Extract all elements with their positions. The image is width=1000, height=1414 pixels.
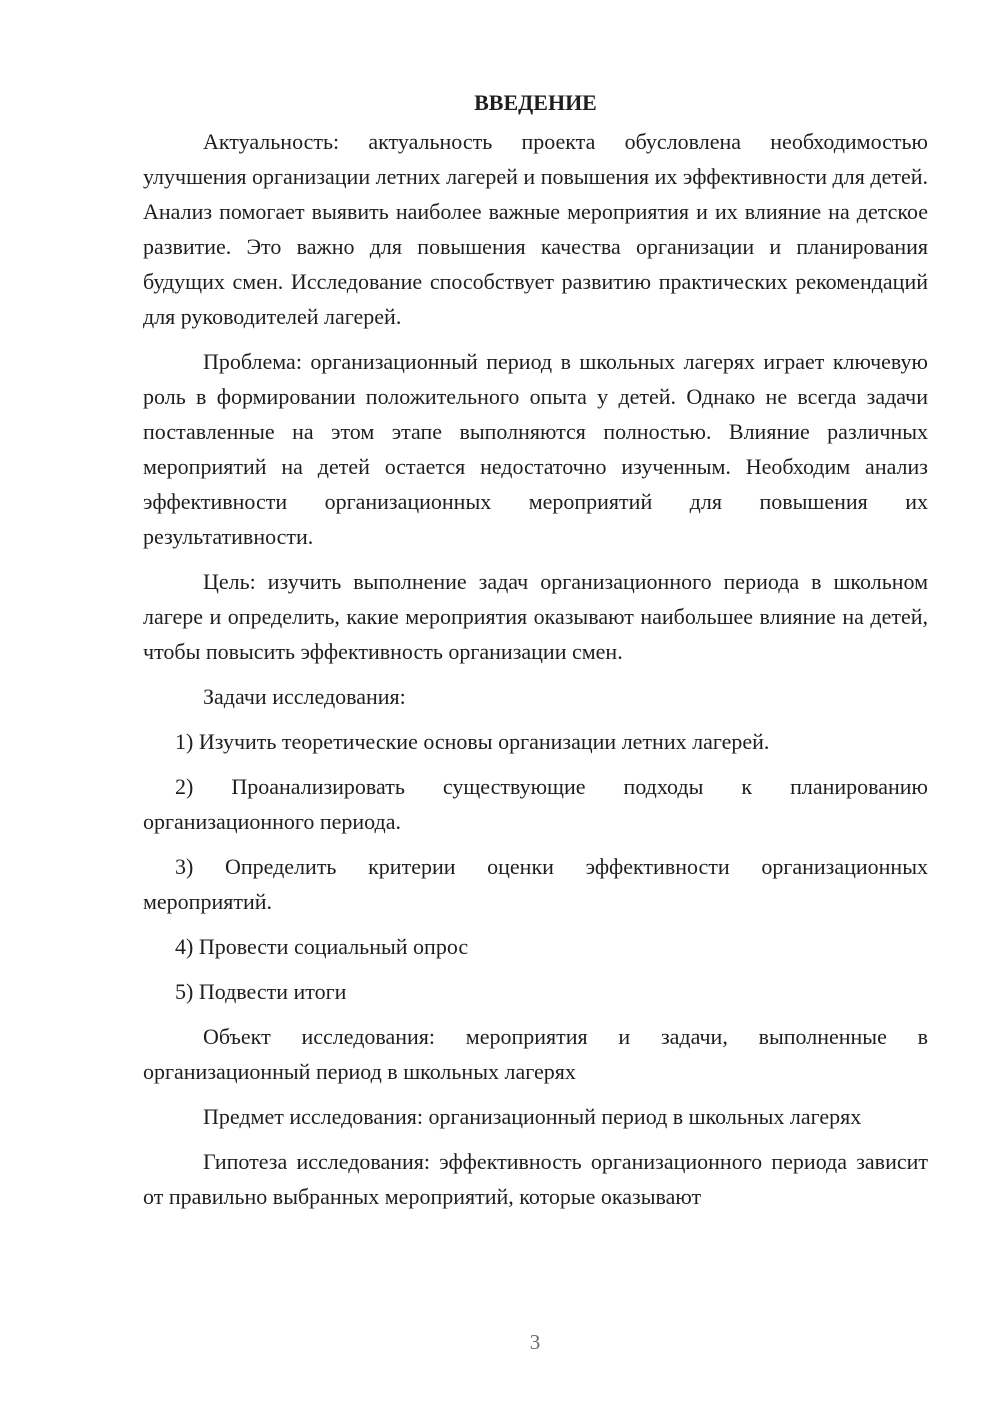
task-item-1: 1) Изучить теоретические основы организации летних лагерей. xyxy=(175,729,770,754)
page-number: 3 xyxy=(529,1330,541,1354)
tasks-heading: Задачи исследования: xyxy=(203,684,406,709)
hypothesis-paragraph: Гипотеза исследования: эффективность организационного периода зависит от правильно выбранных мероприятий, которые оказывают xyxy=(143,1149,928,1209)
subject-paragraph: Предмет исследования: организационный период в школьных лагерях xyxy=(203,1104,862,1129)
task-item-3: 3) Определить критерии оценки эффективности организационных мероприятий. xyxy=(143,854,928,914)
document-page xyxy=(143,88,928,1214)
problem-paragraph: Проблема: организационный период в школьных лагерях играет ключевую роль в формировании положительного опыта у детей. Однако не всегда задачи поставленные на этом этапе выполняются полностью. Влияние различных мероприятий на детей остается недостаточно изученным. Необходим анализ эффективности организационных мероприятий для повышения их результативности. xyxy=(143,349,928,549)
task-item-4: 4) Провести социальный опрос xyxy=(175,934,469,959)
object-paragraph: Объект исследования: мероприятия и задачи, выполненные в организационный период в школьных лагерях xyxy=(143,1024,928,1084)
task-item-5: 5) Подвести итоги xyxy=(175,979,347,1004)
task-item-2: 2) Проанализировать существующие подходы к планированию организационного периода. xyxy=(143,774,928,834)
page-title: ВВЕДЕНИЕ xyxy=(474,90,597,115)
goal-paragraph: Цель: изучить выполнение задач организационного периода в школьном лагере и определить, какие мероприятия оказывают наибольшее влияние на детей, чтобы повысить эффективность организации смен. xyxy=(143,569,928,664)
relevance-paragraph: Актуальность: актуальность проекта обусловлена необходимостью улучшения организации летних лагерей и повышения их эффективности для детей. Анализ помогает выявить наиболее важные мероприятия и их влияние на детское развитие. Это важно для повышения качества организации и планирования будущих смен. Исследование способствует развитию практических рекомендаций для руководителей лагерей. xyxy=(143,129,928,329)
